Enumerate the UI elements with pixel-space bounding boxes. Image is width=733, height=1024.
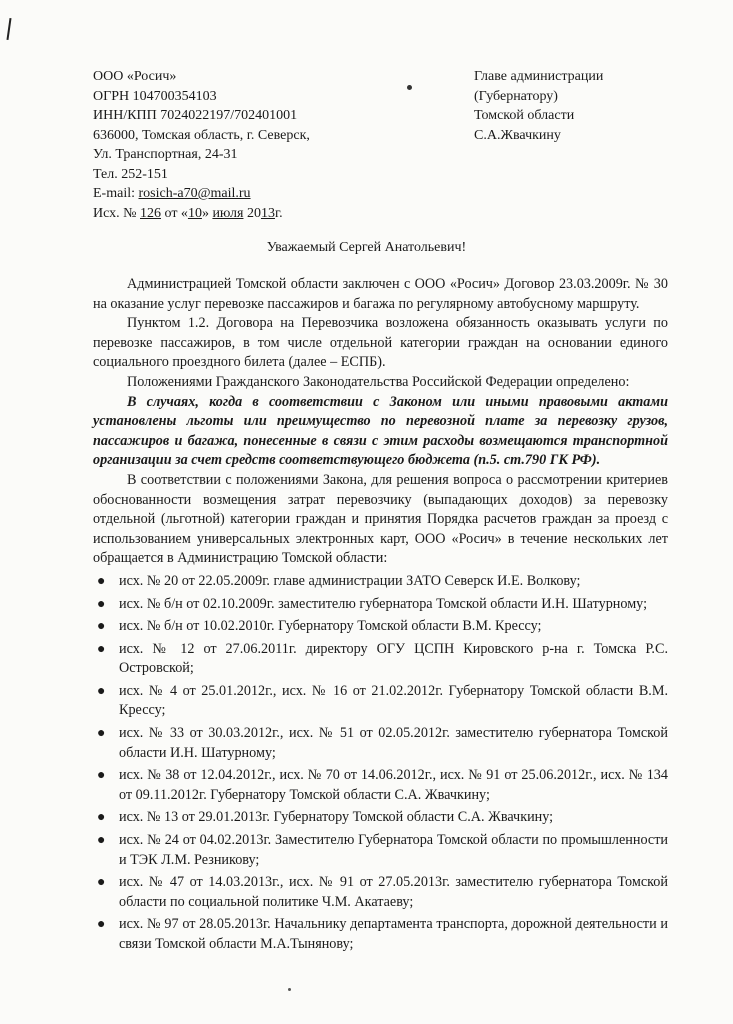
stray-dot: [288, 988, 291, 991]
outgoing-reference: [93, 204, 423, 224]
greeting: Уважаемый Сергей Анатольевич!: [266, 240, 467, 255]
sender-address-line1: 636000, Томская область, г. Северск,: [93, 127, 310, 143]
recipient-line: (Губернатору): [474, 88, 558, 104]
bullet-icon: ●: [97, 641, 106, 657]
appeals-list: [93, 572, 668, 955]
recipient-line: Томской области: [474, 108, 575, 123]
appeal-text: исх. № 97 от 28.05.2013г. Начальнику департамента транспорта, дорожной деятельности и связи Томской области М.А.Тынянову;: [119, 916, 668, 952]
appeal-text: исх. № 4 от 25.01.2012г., исх. № 16 от 21.02.2012г. Губернатору Томской области В.М. Крессу;: [119, 682, 668, 719]
sender-block: [93, 67, 423, 223]
bullet-icon: ●: [97, 810, 106, 826]
sender-inn-kpp: ИНН/КПП 7024022197/702401001: [93, 108, 298, 123]
paragraph-appeals-intro: В соответствии с положениями Закона, для решения вопроса о рассмотрении критериев обоснованности возмещения затрат перевозчику (выпадающих доходов) за перевозку отдельной (льготной) категории граждан и принятия Порядка расчетов граждан за проезд с использованием универсальных электронных карт, ООО «Росич» в течение нескольких лет обращается в Администрацию Томской области:: [93, 471, 668, 567]
paragraph-law-quote: В случаях, когда в соответствии с Законом или иными правовыми актами установлены льготы или преимущество по перевозной плате за перевозку грузов, пассажиров и багажа, понесенные в связи с этим расходы возмещаются транспортной организации за счет средств соответствующего бюджета (п.5. ст.790 ГК РФ).: [93, 393, 668, 469]
recipient-block: [474, 67, 694, 145]
ref-prefix: Исх. №: [93, 205, 140, 221]
ref-day: 10: [187, 205, 202, 221]
paragraph-contract: Администрацией Томской области заключен с ООО «Росич» Договор 23.03.2009г. № 30 на оказание услуг перевозке пассажиров и багажа по регулярному автобусному маршруту.: [93, 276, 668, 312]
appeal-list-item: [93, 617, 668, 637]
ref-month: июля: [212, 205, 244, 221]
ref-year-suffix: 13: [260, 205, 275, 221]
bullet-icon: ●: [97, 768, 106, 784]
bullet-icon: ●: [97, 596, 106, 612]
ref-end: г.: [274, 205, 283, 221]
sender-ogrn: ОГРН 104700354103: [93, 88, 217, 104]
appeal-text: исх. № 38 от 12.04.2012г., исх. № 70 от 14.06.2012г., исх. № 91 от 25.06.2012г., исх. № 134 от 09.11.2012г. Губернатору Томской области С.А. Жвачкину;: [119, 767, 668, 803]
paragraph-obligation: Пунктом 1.2. Договора на Перевозчика возложена обязанность оказывать услуги по перевозке пассажиров, в том числе отдельной категории граждан на основании единого социального проездного билета (далее – ЕСПБ).: [93, 315, 668, 371]
appeal-text: исх. № 12 от 27.06.2011г. директору ОГУ ЦСПН Кировского р-на г. Томска Р.С. Островской;: [119, 640, 668, 677]
ref-mid: »: [201, 205, 213, 221]
appeal-list-item: [93, 682, 668, 721]
appeal-list-item: [93, 640, 668, 679]
bullet-icon: ●: [97, 573, 106, 589]
appeal-text: исх. № б/н от 10.02.2010г. Губернатору Томской области В.М. Крессу;: [119, 618, 542, 635]
ref-year-prefix: 20: [243, 205, 261, 221]
bullet-icon: ●: [97, 683, 106, 699]
appeal-list-item: [93, 915, 668, 954]
appeal-text: исх. № 20 от 22.05.2009г. главе администрации ЗАТО Северск И.Е. Волкову;: [119, 572, 581, 589]
appeal-list-item: [93, 724, 668, 763]
recipient-line: С.А.Жвачкину: [474, 127, 561, 143]
ref-number: 126: [140, 205, 161, 221]
sender-company: ООО «Росич»: [93, 69, 177, 84]
bullet-icon: ●: [97, 726, 106, 742]
margin-pen-mark: [6, 18, 11, 40]
sender-phone: Тел. 252-151: [93, 166, 168, 182]
appeal-text: исх. № 13 от 29.01.2013г. Губернатору Томской области С.А. Жвачкину;: [119, 809, 554, 826]
appeal-text: исх. № 47 от 14.03.2013г., исх. № 91 от 27.05.2013г. заместителю губернатора Томской области по социальной политике Ч.М. Акатаеву;: [119, 874, 668, 910]
letter-body: [93, 275, 668, 958]
ref-from: от «: [161, 205, 188, 221]
appeal-list-item: [93, 595, 668, 615]
appeal-list-item: [93, 808, 668, 828]
bullet-icon: ●: [97, 917, 106, 933]
email-link[interactable]: rosich-a70@mail.ru: [138, 186, 251, 201]
appeal-text: исх. № 24 от 04.02.2013г. Заместителю Губернатора Томской области по промышленности и ТЭК Л.М. Резникову;: [119, 832, 668, 868]
bullet-icon: ●: [97, 875, 106, 891]
email-label: E-mail:: [93, 186, 139, 201]
sender-address-line2: Ул. Транспортная, 24-31: [93, 147, 238, 162]
recipient-line: Главе администрации: [474, 69, 604, 84]
appeal-list-item: [93, 572, 668, 592]
appeal-list-item: [93, 873, 668, 912]
bullet-icon: ●: [97, 619, 106, 635]
bullet-icon: ●: [97, 833, 106, 849]
appeal-list-item: [93, 831, 668, 870]
appeal-list-item: [93, 766, 668, 805]
appeal-text: исх. № б/н от 02.10.2009г. заместителю губернатора Томской области И.Н. Шатурному;: [119, 595, 648, 612]
paragraph-legislation: Положениями Гражданского Законодательства Российской Федерации определено:: [127, 373, 630, 390]
appeal-text: исх. № 33 от 30.03.2012г., исх. № 51 от 02.05.2012г. заместителю губернатора Томской области И.Н. Шатурному;: [119, 725, 668, 761]
sender-email-line: [93, 184, 423, 204]
